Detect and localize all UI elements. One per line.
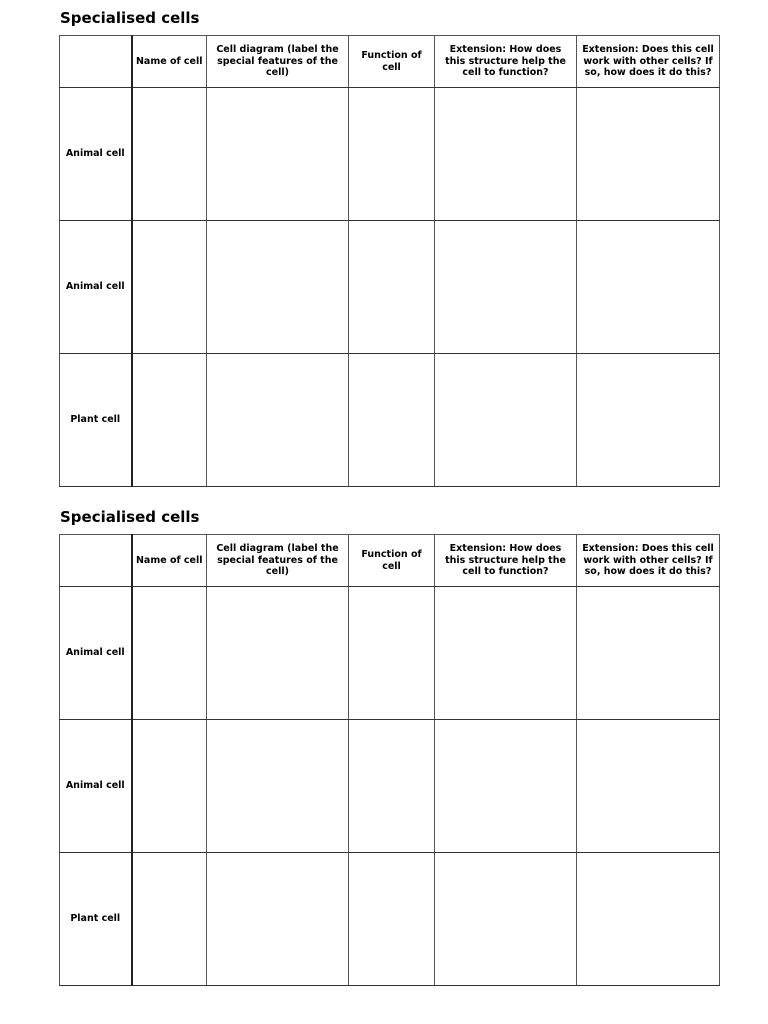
extension-structure-entry[interactable]	[435, 88, 577, 221]
extension-structure-entry[interactable]	[435, 221, 577, 354]
name-of-cell-entry[interactable]	[132, 354, 207, 487]
extension-structure-entry[interactable]	[435, 853, 577, 986]
header-extension-structure: Extension: How does this structure help the cell to function?	[435, 36, 577, 88]
worksheet-1	[59, 6, 719, 487]
name-of-cell-entry[interactable]	[132, 221, 207, 354]
cell-diagram-entry[interactable]	[207, 354, 349, 487]
function-entry[interactable]	[349, 88, 435, 221]
cell-diagram-entry[interactable]	[207, 221, 349, 354]
extension-structure-entry[interactable]	[435, 587, 577, 720]
name-of-cell-entry[interactable]	[132, 853, 207, 986]
row-label: Animal cell	[65, 780, 125, 792]
header-corner	[60, 535, 132, 587]
row-label: Plant cell	[70, 913, 121, 925]
extension-structure-entry[interactable]	[435, 354, 577, 487]
table-row	[60, 221, 720, 354]
header-name-of-cell: Name of cell	[132, 535, 207, 587]
row-label: Animal cell	[65, 647, 125, 659]
header-function-of-cell: Function of cell	[349, 535, 435, 587]
extension-structure-entry[interactable]	[435, 720, 577, 853]
header-name-of-cell: Name of cell	[132, 36, 207, 88]
worksheet-title: Specialised cells	[60, 508, 200, 526]
header-row	[60, 535, 720, 587]
extension-others-entry[interactable]	[577, 354, 720, 487]
row-label: Plant cell	[70, 414, 121, 426]
function-entry[interactable]	[349, 720, 435, 853]
table-row	[60, 88, 720, 221]
function-entry[interactable]	[349, 587, 435, 720]
header-cell-diagram: Cell diagram (label the special features of the cell)	[207, 36, 349, 88]
row-label-cell	[60, 221, 132, 354]
extension-others-entry[interactable]	[577, 587, 720, 720]
extension-others-entry[interactable]	[577, 720, 720, 853]
function-entry[interactable]	[349, 221, 435, 354]
header-extension-work-with-others: Extension: Does this cell work with other cells? If so, how does it do this?	[577, 36, 720, 88]
header-row	[60, 36, 720, 88]
specialised-cells-table	[59, 35, 720, 487]
row-label-cell	[60, 88, 132, 221]
specialised-cells-table	[59, 534, 720, 986]
header-cell-diagram: Cell diagram (label the special features of the cell)	[207, 535, 349, 587]
table-row	[60, 720, 720, 853]
row-label-cell	[60, 587, 132, 720]
row-label: Animal cell	[65, 148, 125, 160]
name-of-cell-entry[interactable]	[132, 720, 207, 853]
extension-others-entry[interactable]	[577, 88, 720, 221]
worksheet-2	[59, 505, 719, 986]
cell-diagram-entry[interactable]	[207, 720, 349, 853]
row-label-cell	[60, 354, 132, 487]
header-extension-work-with-others: Extension: Does this cell work with other cells? If so, how does it do this?	[577, 535, 720, 587]
extension-others-entry[interactable]	[577, 853, 720, 986]
table-row	[60, 853, 720, 986]
row-label-cell	[60, 853, 132, 986]
cell-diagram-entry[interactable]	[207, 587, 349, 720]
cell-diagram-entry[interactable]	[207, 88, 349, 221]
table-row	[60, 354, 720, 487]
header-extension-structure: Extension: How does this structure help the cell to function?	[435, 535, 577, 587]
name-of-cell-entry[interactable]	[132, 88, 207, 221]
extension-others-entry[interactable]	[577, 221, 720, 354]
row-label: Animal cell	[65, 281, 125, 293]
table-row	[60, 587, 720, 720]
worksheet-title: Specialised cells	[60, 9, 200, 27]
header-corner	[60, 36, 132, 88]
function-entry[interactable]	[349, 354, 435, 487]
header-function-of-cell: Function of cell	[349, 36, 435, 88]
function-entry[interactable]	[349, 853, 435, 986]
cell-diagram-entry[interactable]	[207, 853, 349, 986]
name-of-cell-entry[interactable]	[132, 587, 207, 720]
row-label-cell	[60, 720, 132, 853]
